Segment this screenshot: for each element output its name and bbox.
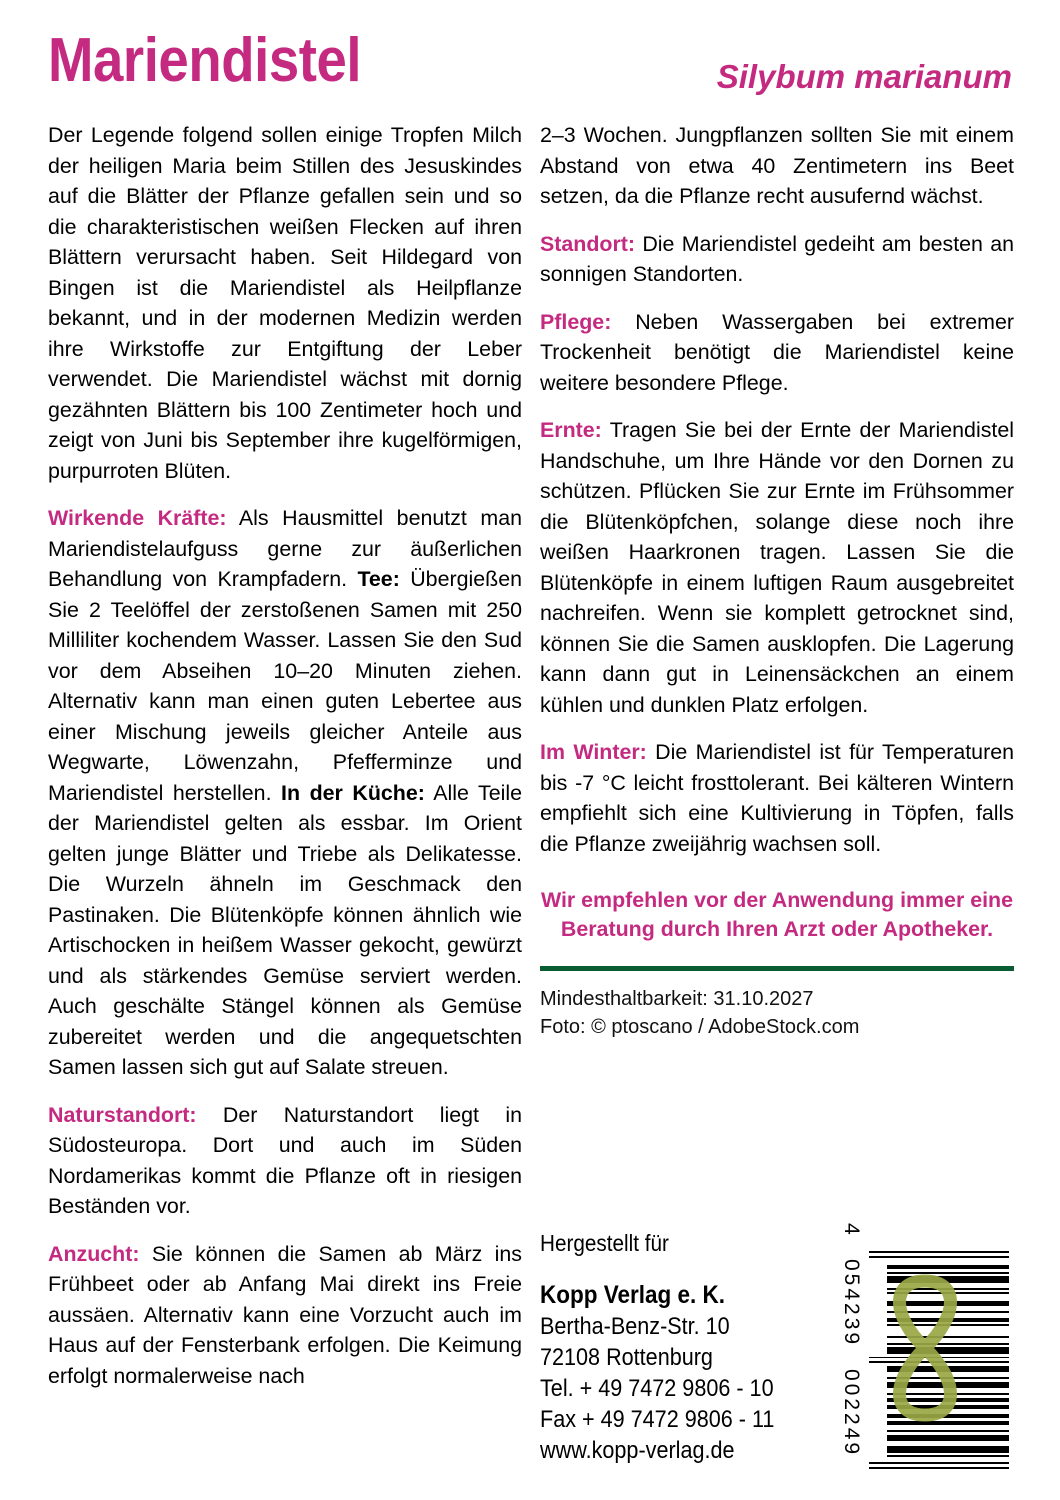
medical-advice-notice: Wir empfehlen vor der Anwendung immer eine Beratung durch Ihren Arzt oder Apotheker.	[540, 888, 1014, 941]
photo-credit: Foto: © ptoscano / AdobeStock.com	[540, 1016, 860, 1038]
barcode-bar	[887, 1429, 1009, 1431]
anzucht-text: Sie können die Samen ab März ins Frühbeet oder ab Anfang Mai direkt ins Freie aussäen. Alternativ kann eine Vorzucht auch im Haus auf der Fensterbank erfolgen. Die Keimung erfolgt normalerweise nach	[48, 1241, 522, 1388]
wirkende-kraefte-text-2: Übergießen Sie 2 Teelöffel der zerstoßenen Samen mit 250 Milliliter kochendem Wasser. Lassen Sie den Sud vor dem Abseihen 10–20 Minuten ziehen. Alternativ kann man einen guten Lebertee aus einer Mischung jeweils gleicher Anteile aus Wegwarte, Löwenzahn, Pfefferminze und Mariendistel herstellen.	[48, 567, 522, 805]
right-column	[540, 120, 1014, 1041]
heading-im-winter: Im Winter:	[540, 740, 647, 764]
barcode-bar	[887, 1434, 1009, 1441]
company-name: Kopp Verlag e. K.	[540, 1281, 726, 1309]
section-im-winter	[540, 737, 1014, 859]
heading-pflege: Pflege:	[540, 309, 612, 334]
barcode-bar	[869, 1255, 1009, 1257]
heading-ernte: Ernte:	[540, 418, 602, 442]
company-phone: Tel. + 49 7472 9806 - 10	[540, 1375, 774, 1402]
barcode-bar	[887, 1446, 1009, 1453]
heading-naturstandort: Naturstandort:	[48, 1102, 197, 1127]
barcode-bar	[887, 1264, 1009, 1268]
section-wirkende-kraefte	[48, 503, 522, 1083]
pflege-text: Neben Wassergaben bei extremer Trockenheit benötigt die Mariendistel keine weitere besondere Pflege.	[540, 309, 1014, 395]
barcode-right-group: 002249	[839, 1368, 863, 1457]
section-pflege	[540, 307, 1014, 399]
standort-text: Die Mariendistel gedeiht am besten an sonnigen Standorten.	[540, 231, 1014, 286]
section-standort	[540, 229, 1014, 290]
section-ernte	[540, 415, 1014, 720]
wirkende-kraefte-text-3: Alle Teile der Mariendistel gelten als essbar. Im Orient gelten junge Blätter und Triebe als Delikatesse. Die Wurzeln ähneln im Geschmack den Pastinaken. Die Blütenköpfe können ähnlich wie Artischocken in heißem Wasser gekocht, gewürzt und als stärkendes Gemüse serviert werden. Auch geschälte Stängel können als Gemüse zubereitet werden und die angequetschten Samen lassen sich gut auf Salate streuen.	[48, 780, 522, 1079]
anzucht-continued-paragraph: 2–3 Wochen. Jungpflanzen sollten Sie mit einem Abstand von etwa 40 Zentimetern ins Beet setzen, da die Pflanze recht ausufernd wächst.	[540, 123, 1014, 208]
divider-rule	[540, 966, 1014, 971]
wirkende-kraefte-text-1: Als Hausmittel benutzt man Mariendistelaufguss gerne zur äußerlichen Behandlung von Krampfadern.	[48, 506, 522, 591]
best-before-date: Mindesthaltbarkeit: 31.10.2027	[540, 988, 814, 1010]
barcode-left-group: 054239	[839, 1258, 863, 1347]
page-header	[48, 26, 1012, 112]
naturstandort-text: Der Naturstandort liegt in Südosteuropa. Dort und auch im Süden Nordamerikas kommt die Pflanze oft in riesigen Beständen vor.	[48, 1102, 522, 1218]
ernte-text: Tragen Sie bei der Ernte der Mariendistel Handschuhe, um Ihre Hände vor den Dornen zu schützen. Pflücken Sie zur Ernte im Frühsommer die Blütenköpfchen, solange diese noch ihre weißen Haarkronen tragen. Lassen Sie die Blütenköpfe in einem luftigen Raum ausgebreitet nachreifen. Wenn sie komplett getrocknet sind, können Sie die Samen ausklopfen. Die Lagerung kann dann gut in Leinensäckchen an einem kühlen und dunklen Platz erfolgen.	[540, 418, 1014, 717]
im-winter-text: Die Mariendistel ist für Temperaturen bis -7 °C leicht frosttolerant. Bei kälteren Wintern empfiehlt sich eine Kultivierung in Töpfen, falls die Pflanze zweijährig wachsen soll.	[540, 740, 1014, 856]
heading-anzucht: Anzucht:	[48, 1241, 140, 1266]
barcode-bar	[887, 1455, 1009, 1457]
barcode-bar	[869, 1462, 1009, 1464]
manufactured-for-label: Hergestellt für	[540, 1230, 669, 1256]
heading-tee: Tee:	[357, 567, 400, 591]
botanical-name: Silybum marianum	[716, 58, 1012, 95]
section-naturstandort	[48, 1100, 522, 1222]
infinity-logo-icon	[877, 1273, 973, 1423]
section-anzucht	[48, 1239, 522, 1392]
company-fax: Fax + 49 7472 9806 - 11	[540, 1406, 775, 1433]
company-city: 72108 Rottenburg	[540, 1344, 713, 1371]
barcode-digits	[839, 1223, 865, 1475]
page-title: Mariendistel	[48, 26, 362, 95]
heading-standort: Standort:	[540, 231, 636, 256]
heading-in-der-kueche: In der Küche:	[281, 780, 425, 805]
barcode-lead-digit: 4	[839, 1222, 863, 1238]
intro-paragraph: Der Legende folgend sollen einige Tropfen Milch der heiligen Maria beim Stillen des Jesuskindes auf die Blätter der Pflanze gefallen sein und so die charakteristischen weißen Flecken auf ihren Blättern verursacht haben. Seit Hildegard von Bingen ist die Mariendistel als Heilpflanze bekannt, und in der modernen Medizin werden ihre Wirkstoffe zur Entgiftung der Leber verwendet. Die Mariendistel wächst mit dornig gezähnten Blättern bis 100 Zentimeter hoch und zeigt von Juni bis September ihre kugelförmigen, purpurroten Blüten.	[48, 123, 522, 483]
left-column	[48, 120, 522, 1391]
barcode-bar	[869, 1466, 1009, 1468]
heading-wirkende-kraefte: Wirkende Kräfte:	[48, 506, 227, 530]
barcode-bar	[869, 1251, 1009, 1253]
barcode-area	[827, 1216, 1022, 1481]
company-street: Bertha-Benz-Str. 10	[540, 1313, 730, 1340]
company-website: www.kopp-verlag.de	[540, 1437, 735, 1464]
manufacturer-address	[540, 1228, 801, 1466]
page-footer	[540, 1222, 1014, 1478]
